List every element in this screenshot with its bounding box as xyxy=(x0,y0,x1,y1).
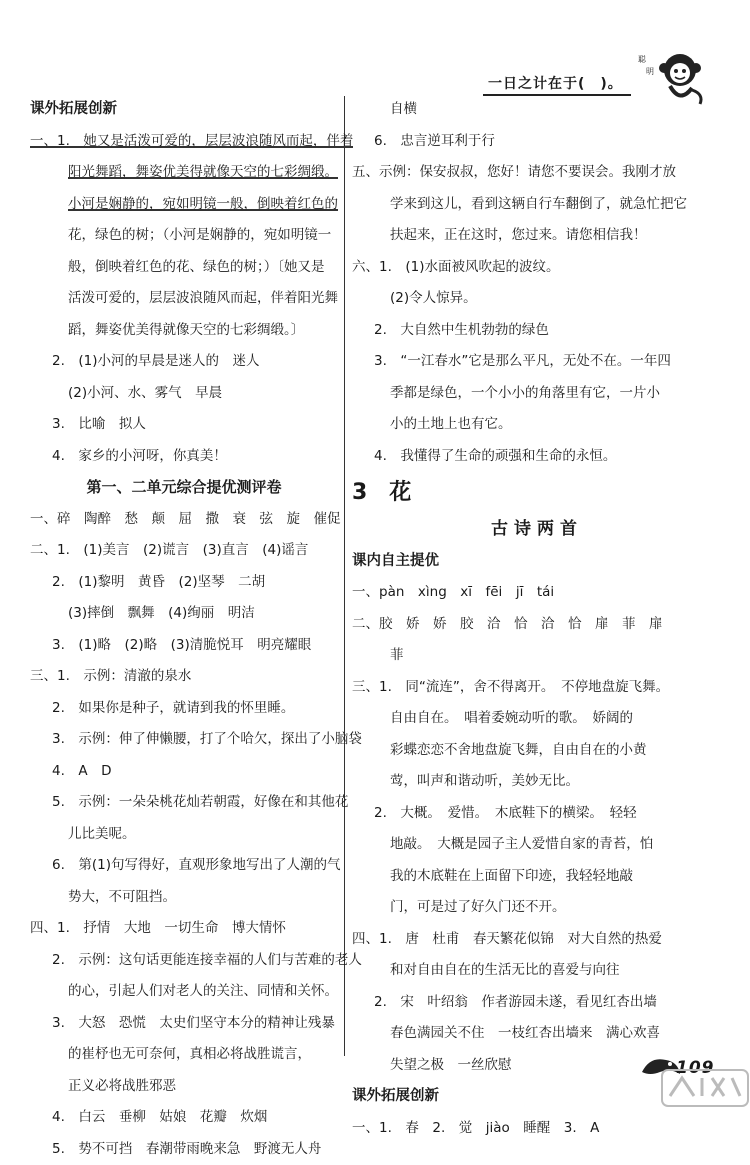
answer-line: 活泼可爱的，层层波浪随风而起，伴着阳光舞 xyxy=(30,283,338,315)
answer-line: 二、胶 娇 娇 胶 洽 恰 洽 恰 扉 菲 扉 xyxy=(352,609,722,641)
right-column xyxy=(352,94,722,1144)
answer-line: 3. (1)略 (2)略 (3)清脆悦耳 明亮耀眼 xyxy=(30,630,338,662)
answer-line: 4. 家乡的小河呀，你真美！ xyxy=(30,441,338,473)
svg-text:明: 明 xyxy=(646,67,654,76)
answer-line: 一、1. 春 2. 觉 jiào 睡醒 3. A xyxy=(352,1113,722,1145)
answer-line: 2. (1)黎明 黄昏 (2)坚琴 二胡 xyxy=(30,567,338,599)
section-title: 第一、二单元综合提优测评卷 xyxy=(30,472,338,504)
answer-line: 门，可是过了好久门还不开。 xyxy=(352,892,722,924)
answer-line: 我的木底鞋在上面留下印迹，我轻轻地敲 xyxy=(352,861,722,893)
answer-line: 四、1. 唐 杜甫 春天繁花似锦 对大自然的热爱 xyxy=(352,924,722,956)
unit-title: 3 花 xyxy=(352,472,722,514)
answer-line: 的心，引起人们对老人的关注、同情和关怀。 xyxy=(30,976,338,1008)
answer-line: (2)小河、水、雾气 早晨 xyxy=(30,378,338,410)
answer-line: (3)摔倒 飘舞 (4)绚丽 明洁 xyxy=(30,598,338,630)
answer-line: 六、1. (1)水面被风吹起的波纹。 xyxy=(352,252,722,284)
answer-line: 季都是绿色，一个小小的角落里有它，一片小 xyxy=(352,378,722,410)
answer-line: 5. 示例：一朵朵桃花灿若朝霞，好像在和其他花 xyxy=(30,787,338,819)
answer-line: 扶起来，正在这时，您过来。请您相信我！ xyxy=(352,220,722,252)
answer-line: 一、碎 陶醉 愁 颠 屈 撒 衰 弦 旋 催促 xyxy=(30,504,338,536)
answer-line: 菲 xyxy=(352,640,722,672)
answer-line: 3. 比喻 拟人 xyxy=(30,409,338,441)
answer-line: 四、1. 抒情 大地 一切生命 博大情怀 xyxy=(30,913,338,945)
answer-line: 2. 大概。 爱惜。 木底鞋下的横梁。 轻轻 xyxy=(352,798,722,830)
answer-line: 阳光舞蹈，舞姿优美得就像天空的七彩绸缎。 xyxy=(30,157,338,189)
answer-line: 2. 示例：这句话更能连接幸福的人们与苦难的老人 xyxy=(30,945,338,977)
svg-text:聪: 聪 xyxy=(638,54,647,64)
answer-line: 课内自主提优 xyxy=(352,546,722,578)
answer-line: 正义必将战胜邪恶 xyxy=(30,1071,338,1103)
answer-line: 一、pàn xìng xī fēi jī tái xyxy=(352,577,722,609)
answer-line: 莺，叫声和谐动听，美妙无比。 xyxy=(352,766,722,798)
answer-line: 6. 忠言逆耳利于行 xyxy=(352,126,722,158)
answer-line: 儿比美呢。 xyxy=(30,819,338,851)
answer-line: (2)令人惊异。 xyxy=(352,283,722,315)
answer-line: 2. 宋 叶绍翁 作者游园未遂，看见红杏出墙 xyxy=(352,987,722,1019)
page-number: 109 xyxy=(676,1058,715,1078)
answer-line: 小河是娴静的，宛如明镜一般，倒映着红色的 xyxy=(30,189,338,221)
answer-line: 三、1. 同“流连”，舍不得离开。 不停地盘旋飞舞。 xyxy=(352,672,722,704)
answer-line: 彩蝶恋恋不舍地盘旋飞舞，自由自在的小黄 xyxy=(352,735,722,767)
answer-line: 5. 势不可挡 春潮带雨晚来急 野渡无人舟 xyxy=(30,1134,338,1165)
column-divider xyxy=(344,96,345,1056)
watermark-logo-icon xyxy=(660,1066,750,1110)
answer-line: 二、1. (1)美言 (2)谎言 (3)直言 (4)谣言 xyxy=(30,535,338,567)
answer-line: 地敲。 大概是园子主人爱惜自家的青苔，怕 xyxy=(352,829,722,861)
answer-line: 的崔杼也无可奈何，真相必将战胜谎言， xyxy=(30,1039,338,1071)
answer-line: 4. A D xyxy=(30,756,338,788)
answer-line: 五、示例：保安叔叔，您好！请您不要误会。我刚才放 xyxy=(352,157,722,189)
left-column xyxy=(30,94,338,1165)
answer-line: 6. 第(1)句写得好，直观形象地写出了人潮的气 xyxy=(30,850,338,882)
answer-line: 和对自由自在的生活无比的喜爱与向往 xyxy=(352,955,722,987)
answer-line: 三、1. 示例：清澈的泉水 xyxy=(30,661,338,693)
answer-line: 2. (1)小河的早晨是迷人的 迷人 xyxy=(30,346,338,378)
answer-line: 般，倒映着红色的花、绿色的树；）〔她又是 xyxy=(30,252,338,284)
answer-line: 学来到这儿，看到这辆自行车翻倒了，就急忙把它 xyxy=(352,189,722,221)
answer-line: 4. 我懂得了生命的顽强和生命的永恒。 xyxy=(352,441,722,473)
answer-line: 势大，不可阻挡。 xyxy=(30,882,338,914)
answer-line: 失望之极 一丝欣慰 xyxy=(352,1050,722,1082)
answer-line: 自由自在。 唱着委婉动听的歌。 娇阔的 xyxy=(352,703,722,735)
answer-line: 3. 大怒 恐慌 太史们坚守本分的精神让残暴 xyxy=(30,1008,338,1040)
answer-line: 3. “一江春水”它是那么平凡，无处不在。一年四 xyxy=(352,346,722,378)
answer-line: 花，绿色的树；（小河是娴静的，宛如明镜一 xyxy=(30,220,338,252)
answer-line: 自横 xyxy=(352,94,722,126)
answer-line: 春色满园关不住 一枝红杏出墙来 满心欢喜 xyxy=(352,1018,722,1050)
answer-line: 2. 大自然中生机勃勃的绿色 xyxy=(352,315,722,347)
answer-line: 3. 示例：伸了伸懒腰，打了个哈欠，探出了小脑袋 xyxy=(30,724,338,756)
answer-line: 一、1. 她又是活泼可爱的，层层波浪随风而起，伴着 xyxy=(30,126,338,158)
answer-line: 4. 白云 垂柳 姑娘 花瓣 炊烟 xyxy=(30,1102,338,1134)
answer-line: 2. 如果你是种子，就请到我的怀里睡。 xyxy=(30,693,338,725)
answer-line: 小的土地上也有它。 xyxy=(352,409,722,441)
answer-line: 课外拓展创新 xyxy=(352,1081,722,1113)
answer-line: 课外拓展创新 xyxy=(30,94,338,126)
lesson-title: 古诗两首 xyxy=(352,514,722,546)
answer-line: 蹈，舞姿优美得就像天空的七彩绸缎。〕 xyxy=(30,315,338,347)
header-motto: 一日之计在于( )。 xyxy=(488,73,623,93)
